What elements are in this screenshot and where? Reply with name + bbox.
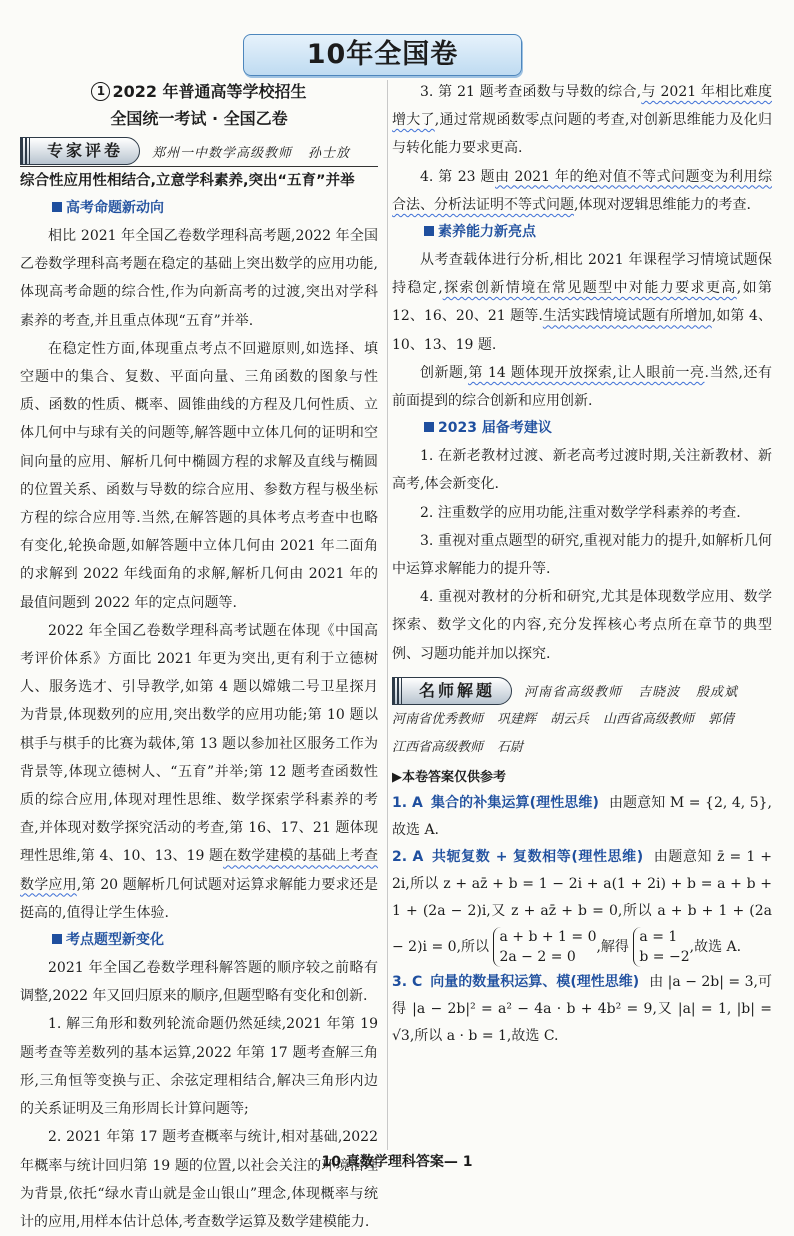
- answer-item: [392, 790, 772, 844]
- square-bullet-icon: [424, 226, 434, 236]
- section-heading-trends: [20, 195, 378, 222]
- answer-text: 由 |a − 2b| = 3,可得 |a − 2b|² = a² − 4a · b + 4b² = 9,又 |a| = 1, |b| = √3,所以 a · b = 1,故选 C.: [392, 973, 772, 1044]
- equation-line: a + b + 1 = 0: [499, 928, 597, 945]
- answer-text: 由题意知 z̄ = 1 + 2i,所以 z + az̄ + b = 1 − 2i + a(1 + 2i) + b = a + b + 1 + (2a − 2)i,又 z + az̄ + b = 0,所以 a + b + 1 + (2a − 2)i = 0,所以: [392, 848, 772, 955]
- paragraph: [20, 617, 378, 927]
- paragraph: [392, 163, 772, 219]
- right-column: [392, 78, 772, 1050]
- paragraph: 1. 解三角形和数列轮流命题仍然延续,2021 年第 19 题考查等差数列的基本运算,2022 年第 17 题考查解三角形,三角恒等变换与正、余弦定理相结合,解决三角形内边的关系证明及三角形周长计算问题等;: [20, 1016, 378, 1118]
- teacher-name: 巩建辉: [497, 711, 537, 727]
- expert-byline: [152, 142, 350, 161]
- column-divider: [387, 80, 388, 1150]
- answer-text: ,解得: [596, 938, 629, 955]
- answer-text: ,故选 A.: [689, 938, 742, 955]
- review-headline: 综合性应用性相结合,立意学科素养,突出“五育”并举: [20, 173, 355, 189]
- equation-line: a = 1: [639, 928, 678, 945]
- square-bullet-icon: [52, 934, 62, 944]
- paragraph: 相比 2021 年全国乙卷数学理科高考题,2022 年全国乙卷数学理科高考题在稳定的基础上突出数学的应用功能,体现高考命题的综合性,作为向新高考的过渡,突出对学科素养的考查,并且重点体现“五育”并举.: [20, 228, 378, 329]
- answer-topic: 共轭复数 + 复数相等(理性思维): [431, 848, 644, 865]
- answer-note: ▶本卷答案仅供参考: [392, 769, 506, 785]
- highlighted-text: 生活实践情境试题有所增加: [542, 308, 712, 325]
- section-heading-literacy: [392, 219, 772, 246]
- text-run: ,体现对逻辑思维能力的考查.: [574, 196, 751, 213]
- answer-number: 1. A: [392, 794, 423, 811]
- paragraph: [392, 359, 772, 415]
- paragraph: [392, 78, 772, 163]
- text-run: .当然,还有前面提到的综合创新和应用创新.: [392, 364, 773, 410]
- expert-review-tag: 专家评卷: [20, 137, 140, 165]
- answer-item: [392, 969, 772, 1050]
- equation-system: [493, 927, 596, 967]
- advice-item: 1. 在新老教材过渡、新老高考过渡时期,关注新教材、新高考,体会新变化.: [392, 448, 772, 493]
- advice-item: 4. 重视对教材的分析和研究,尤其是体现数学应用、数学探索、数学文化的内容,充分发挥核心考点所在章节的典型例、习题功能并加以探究.: [392, 589, 772, 662]
- teacher-org: 河南省高级教师: [524, 685, 623, 701]
- section-heading-text: 高考命题新动向: [66, 200, 164, 216]
- text-run: ,如第 12、16、20、21 题等.: [392, 280, 773, 325]
- teacher-org: 江西省高级教师: [392, 739, 484, 755]
- text-run: 2022 年全国乙卷数学理科高考试题在体现《中国高考评价体系》方面比 2021 年更为突出,更有利于立德树人、服务选才、引导教学,如第 4 题以嫦娥二号卫星探月为背景,体现数列的应用,突出数学的应用功能;第 10 题以棋手与棋手的比赛为载体,第 13 题以参加社区服务工作为背景等,体现立德树人、“五育”并举;第 12 题考查函数性质的综合应用,体现对理性思维、数学探索学科素养的考查,并体现对数学探究活动的考查,第 16、17、21 题体现理性思维,第 4、10、13、19 题: [20, 622, 378, 865]
- section-heading-text: 素养能力新亮点: [438, 224, 536, 241]
- text-run: 从考查载体进行分析,相比 2021 年课程学习情境试题保持稳定,: [392, 252, 772, 297]
- expert-review-header: [20, 136, 378, 167]
- answer-topic: 集合的补集运算(理性思维): [430, 794, 599, 811]
- text-run: ,通过常规函数零点问题的考查,对创新思维能力及化归与转化能力要求更高.: [392, 112, 773, 157]
- paragraph: 2021 年全国乙卷数学理科解答题的顺序较之前略有调整,2022 年又回归原来的顺序,但题型略有变化和创新.: [20, 960, 378, 1005]
- teacher-solution-tag: 名师解题: [392, 677, 512, 705]
- exam-title: [20, 78, 378, 105]
- teacher-solution-header: [392, 676, 772, 706]
- text-run: 4. 第 23 题: [420, 168, 496, 185]
- equation-line: b = −2: [639, 948, 690, 965]
- equation-line: 2a − 2 = 0: [499, 948, 576, 965]
- section-heading-text: 2023 届备考建议: [438, 420, 552, 437]
- highlighted-text: 与 2021 年相比难度增大了: [392, 84, 772, 129]
- teacher-name: 殷成斌: [696, 685, 739, 701]
- teacher-line-2: [392, 706, 772, 734]
- advice-item: 3. 重视对重点题型的研究,重视对能力的提升,如解析几何中运算求解能力的提升等.: [392, 532, 772, 578]
- highlighted-text: 探索创新情境在常见题型中对能力要求更高: [442, 280, 737, 297]
- exam-title-line1: 2022 年普通高等学校招生: [112, 82, 307, 101]
- answer-text: 由题意知 M = {2, 4, 5},故选 A.: [392, 794, 773, 838]
- paragraph: [392, 246, 772, 359]
- teacher-line-3: [392, 734, 772, 762]
- page-footer: 10 真数学理科答案— 1: [321, 1154, 473, 1170]
- teacher-name: 郭倩: [708, 711, 735, 727]
- highlighted-text: 由 2021 年的绝对值不等式问题变为利用综合法、分析法证明不等式问题: [392, 168, 772, 213]
- paragraph: 2. 2021 年第 17 题考查概率与统计,相对基础,2022 年概率与统计回归第 19 题的位置,以社会关注的环境治理为背景,依托“绿水青山就是金山银山”理念,体现概率与统计的应用,用样本估计总体,考查数学运算及数学建模能力.: [20, 1129, 378, 1230]
- paragraph: 在稳定性方面,体现重点考点不回避原则,如选择、填空题中的集合、复数、平面向量、三角函数的图象与性质、函数的性质、概率、圆锥曲线的方程及几何性质、立体几何中与球有关的问题等,解答题中立体几何的证明和空间向量的应用、解析几何中椭圆方程的求解及直线与椭圆的位置关系、函数与导数的综合应用、参数方程与极坐标方程的综合应用等.当然,在解答题的具体考点考查中也略有变化,轮换命题,如解答题中立体几何由 2021 年二面角的求解到 2022 年线面角的求解,解析几何由 2021 年的最值问题到 2022 年的定点问题等.: [20, 340, 378, 611]
- highlighted-text: 在数学建模的基础上考查数学应用: [20, 848, 379, 893]
- answer-number: 2. A: [392, 848, 424, 865]
- text-run: 3. 第 21 题考查函数与导数的综合,: [420, 84, 642, 100]
- answer-number: 3. C: [392, 973, 423, 990]
- section-heading-types: [20, 927, 378, 954]
- teacher-name: 吉晓波: [638, 685, 681, 701]
- teacher-name: 石尉: [497, 739, 524, 755]
- circled-number: 1: [91, 82, 110, 101]
- text-run: ,如第 4、10、13、19 题.: [392, 308, 773, 353]
- text-run: 创新题,: [420, 364, 469, 381]
- teacher-org: 山西省高级教师: [603, 711, 695, 727]
- answer-item: [392, 844, 772, 969]
- exam-subtitle: 全国统一考试 · 全国乙卷: [110, 109, 288, 128]
- section-heading-text: 考点题型新变化: [66, 932, 164, 949]
- section-heading-advice: [392, 415, 772, 442]
- answer-topic: 向量的数量积运算、模(理性思维): [430, 973, 640, 990]
- text-run: ,第 20 题解析几何试题对运算求解能力要求还是挺高的,值得让学生体验.: [20, 876, 379, 921]
- expert-org: 郑州一中数学高级教师: [152, 145, 293, 161]
- equation-system: [633, 927, 689, 967]
- expert-name: 孙士放: [308, 145, 351, 161]
- square-bullet-icon: [52, 202, 62, 212]
- teacher-line-1: [524, 681, 738, 700]
- square-bullet-icon: [424, 422, 434, 432]
- left-column: [20, 78, 378, 1236]
- teacher-name: 胡云兵: [550, 711, 590, 727]
- advice-item: 2. 注重数学的应用功能,注重对数学学科素养的考查.: [420, 504, 741, 521]
- highlighted-text: 第 14 题体现开放探索,让人眼前一亮: [468, 364, 705, 381]
- teacher-org: 河南省优秀教师: [392, 711, 484, 727]
- page-title: 10年全国卷: [243, 34, 522, 76]
